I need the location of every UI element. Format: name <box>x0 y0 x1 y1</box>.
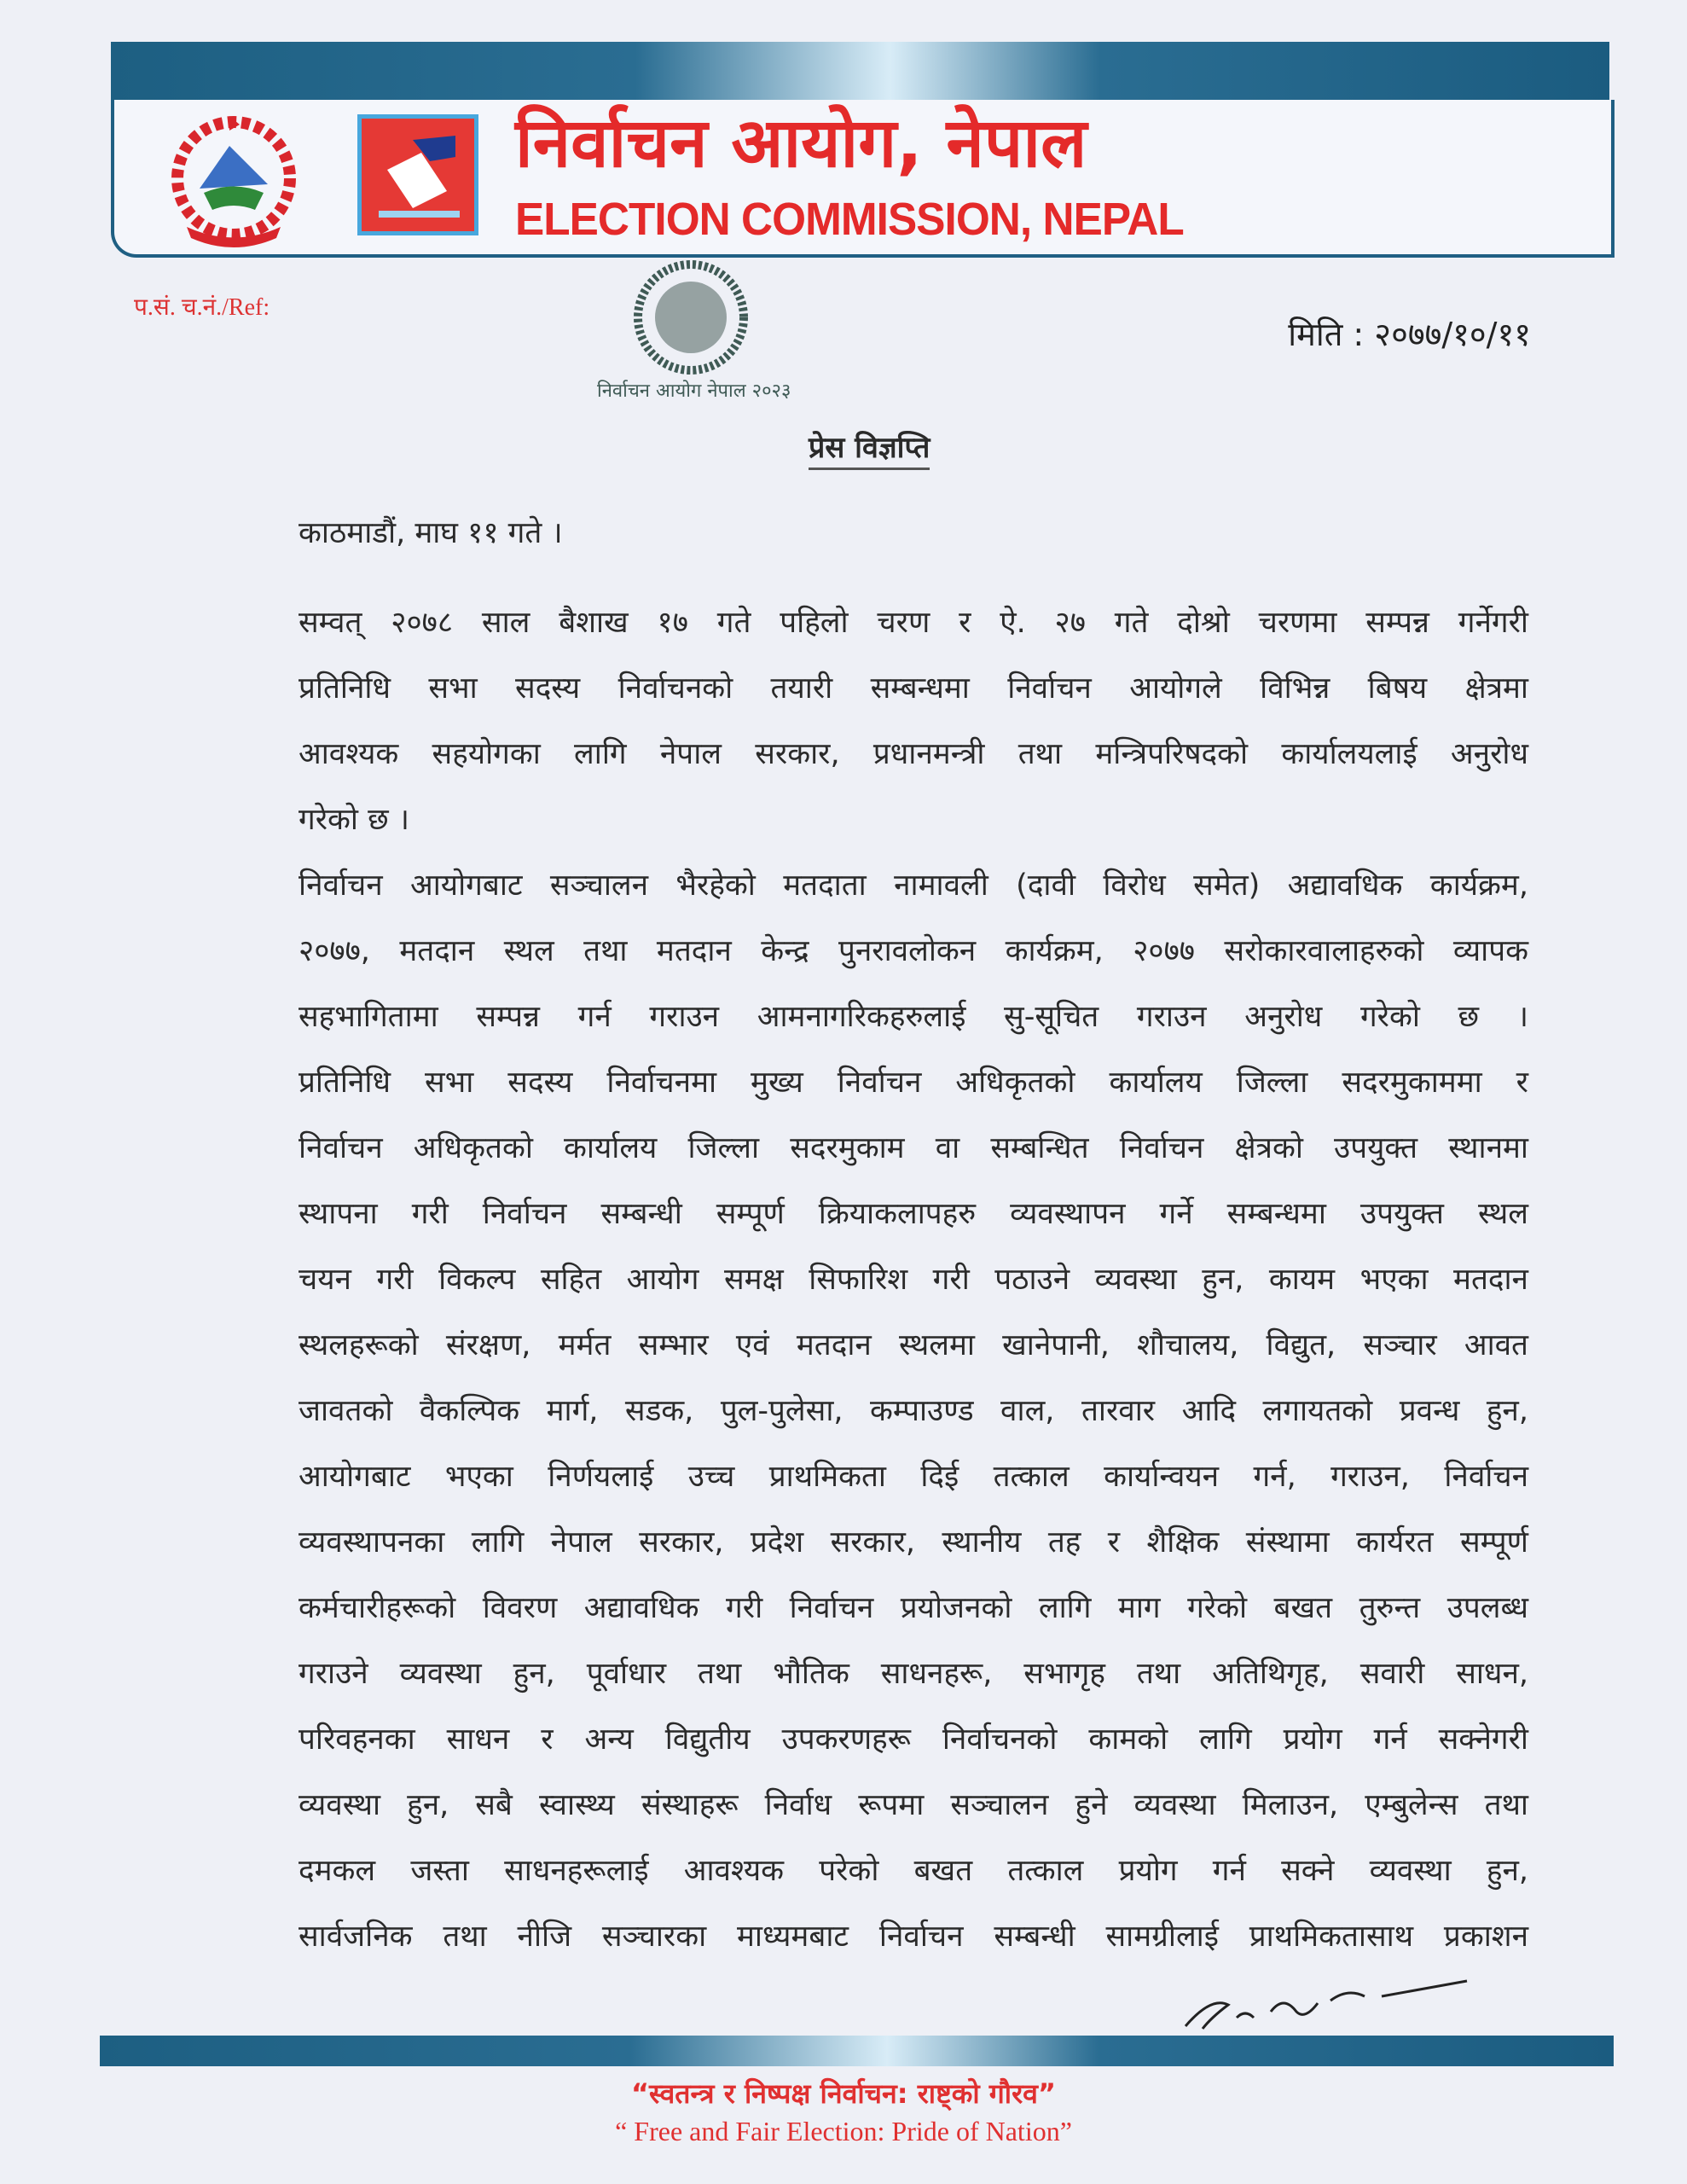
reference-number-label: प.सं. च.नं./Ref: <box>134 294 270 321</box>
body-line: प्रतिनिधि सभा सदस्य निर्वाचनको तयारी सम्बन्धमा निर्वाचन आयोगले विभिन्न बिषय क्षेत्रमा <box>299 671 1528 706</box>
body-line: चयन गरी विकल्प सहित आयोग समक्ष सिफारिश गरी पठाउने व्यवस्था हुन, कायम भएका मतदान <box>299 1263 1528 1297</box>
press-release-body <box>299 597 1528 1977</box>
nepal-emblem-icon <box>161 112 306 248</box>
body-line: जावतको वैकल्पिक मार्ग, सडक, पुल-पुलेसा, कम्पाउण्ड वाल, तारवार आदि लगायतको प्रवन्ध हुन, <box>299 1394 1528 1428</box>
slogan-english: “ Free and Fair Election: Pride of Nation” <box>615 2116 1072 2146</box>
body-line: निर्वाचन अधिकृतको कार्यालय जिल्ला सदरमुकाम वा सम्बन्धित निर्वाचन क्षेत्रको उपयुक्त स्थानमा <box>299 1131 1528 1165</box>
body-line: सार्वजनिक तथा नीजि सञ्चारका माध्यमबाट निर्वाचन सम्बन्धी सामग्रीलाई प्राथमिकतासाथ प्रकाशन <box>299 1920 1528 1954</box>
body-line: आवश्यक सहयोगका लागि नेपाल सरकार, प्रधानमन्त्री तथा मन्त्रिपरिषदको कार्यालयलाई अनुरोध <box>299 737 1528 771</box>
date: मिति : २०७७/१०/११ <box>1288 316 1531 353</box>
slogan-nepali: “स्वतन्त्र र निष्पक्ष निर्वाचन: राष्ट्को गौरव” <box>631 2077 1056 2110</box>
body-line: स्थलहरूको संरक्षण, मर्मत सम्भार एवं मतदान स्थलमा खानेपानी, शौचालय, विद्युत, सञ्चार आवत <box>299 1328 1528 1362</box>
ballot-box-icon <box>362 119 474 231</box>
organization-name-english: ELECTION COMMISSION, NEPAL <box>515 194 1184 245</box>
body-line: दमकल जस्ता साधनहरूलाई आवश्यक परेको बखत तत्काल प्रयोग गर्न सक्ने व्यवस्था हुन, <box>299 1854 1528 1888</box>
signature-icon <box>1177 1971 1484 2030</box>
body-line: सहभागितामा सम्पन्न गर्न गराउन आमनागरिकहरुलाई सु-सूचित गराउन अनुरोध गरेको छ । <box>299 1000 1528 1034</box>
body-line: गराउने व्यवस्था हुन, पूर्वाधार तथा भौतिक साधनहरू, सभागृह तथा अतिथिगृह, सवारी साधन, <box>299 1657 1528 1691</box>
body-line: गरेको छ । <box>299 803 410 837</box>
body-line: परिवहनका साधन र अन्य विद्युतीय उपकरणहरू निर्वाचनको कामको लागि प्रयोग गर्न सक्नेगरी <box>299 1722 1528 1757</box>
header-band <box>111 42 1609 102</box>
body-line: आयोगबाट भएका निर्णयलाई उच्च प्राथमिकता दिई तत्काल कार्यान्वयन गर्न, गराउन, निर्वाचन <box>299 1460 1528 1494</box>
organization-name-nepali: निर्वाचन आयोग, नेपाल <box>515 103 1087 183</box>
body-line: व्यवस्थापनका लागि नेपाल सरकार, प्रदेश सरकार, स्थानीय तह र शैक्षिक संस्थामा कार्यरत सम्पूर्ण <box>299 1525 1528 1560</box>
body-line: कर्मचारीहरूको विवरण अद्यावधिक गरी निर्वाचन प्रयोजनको लागि माग गरेको बखत तुरुन्त उपलब्ध <box>299 1591 1528 1625</box>
body-line: २०७७, मतदान स्थल तथा मतदान केन्द्र पुनरावलोकन कार्यक्रम, २०७७ सरोकारवालाहरुको व्यापक <box>299 934 1528 968</box>
letterhead <box>111 100 1615 258</box>
body-line: स्थापना गरी निर्वाचन सम्बन्धी सम्पूर्ण क्रियाकलापहरु व्यवस्थापन गर्ने सम्बन्धमा उपयुक्त स्थल <box>299 1197 1528 1231</box>
official-stamp-icon <box>597 256 810 410</box>
footer-band <box>100 2036 1614 2066</box>
body-line: सम्वत् २०७८ साल बैशाख १७ गते पहिलो चरण र ऐ. २७ गते दोश्रो चरणमा सम्पन्न गर्नेगरी <box>299 606 1528 640</box>
stamp-text: निर्वाचन आयोग नेपाल २०२३ <box>597 380 791 402</box>
place-date-line: काठमाडौं, माघ ११ गते । <box>299 516 563 550</box>
body-line: व्यवस्था हुन, सबै स्वास्थ्य संस्थाहरू निर्वाध रूपमा सञ्चालन हुने व्यवस्था मिलाउन, एम्बुलेन्स तथा <box>299 1788 1528 1822</box>
press-release-title: प्रेस विज्ञप्ति <box>809 427 930 470</box>
election-commission-logo <box>357 114 478 235</box>
body-line: निर्वाचन आयोगबाट सञ्चालन भैरहेको मतदाता नामावली (दावी विरोध समेत) अद्यावधिक कार्यक्रम, <box>299 868 1528 903</box>
body-line: प्रतिनिधि सभा सदस्य निर्वाचनमा मुख्य निर्वाचन अधिकृतको कार्यालय जिल्ला सदरमुकाममा र <box>299 1066 1528 1100</box>
